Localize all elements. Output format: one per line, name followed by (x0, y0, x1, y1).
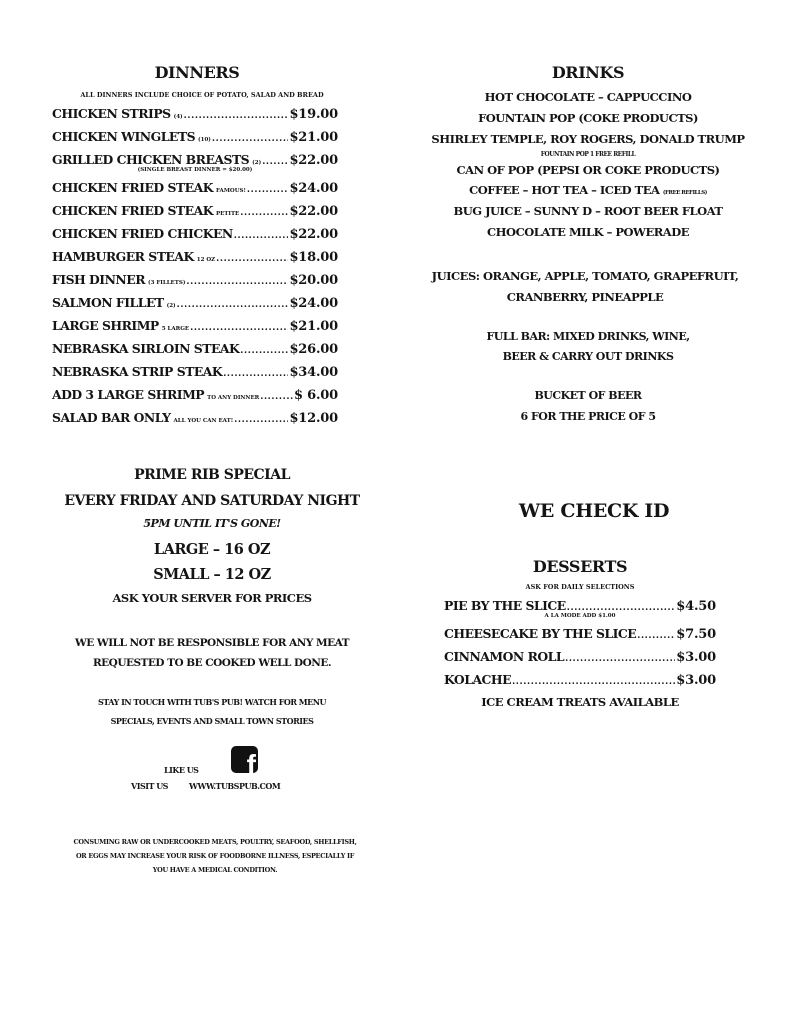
disclaimer-line-2: REQUESTED TO BE COOKED WELL DONE. (92, 657, 332, 669)
dot-leader (223, 363, 288, 386)
item-price: $ 6.00 (293, 388, 338, 403)
item-price: $3.00 (676, 650, 716, 665)
dinners-note: ALL DINNERS INCLUDE CHOICE OF POTATO, SALAD AND BREAD (80, 91, 324, 99)
menu-item (52, 199, 338, 222)
item-price: $19.00 (289, 107, 338, 122)
juices-line-2: CRANBERRY, PINEAPPLE (506, 290, 664, 304)
item-price: $3.00 (676, 673, 716, 688)
item-name: GRILLED CHICKEN BREASTS (52, 152, 250, 167)
dot-leader (260, 386, 293, 409)
item-note: (2) (166, 303, 176, 309)
item-name: NEBRASKA STRIP STEAK (52, 364, 223, 379)
item-name: NEBRASKA SIRLOIN STEAK (52, 341, 240, 356)
prime-rib-time: 5PM UNTIL IT'S GONE! (143, 517, 281, 530)
menu-item (52, 314, 338, 337)
menu-item (444, 645, 716, 668)
dinners-title: DINNERS (154, 63, 240, 82)
warning-line-2: OR EGGS MAY INCREASE YOUR RISK OF FOODBORNE ILLNESS, ESPECIALLY IF (75, 852, 355, 860)
bucket-line-2: 6 FOR THE PRICE OF 5 (520, 410, 656, 423)
drinks-fountain: FOUNTAIN POP (COKE PRODUCTS) (478, 111, 698, 125)
prime-rib-days: EVERY FRIDAY AND SATURDAY NIGHT (64, 493, 360, 509)
website-link[interactable]: WWW.TUBSPUB.COM (189, 781, 281, 791)
juices-section (428, 269, 742, 311)
drinks-coffee-note: (FREE REFILLS) (662, 190, 707, 196)
desserts-section (444, 557, 716, 713)
dessert-list (444, 594, 716, 691)
dot-leader (262, 151, 288, 174)
dot-leader (177, 294, 289, 317)
item-name: CHEESECAKE BY THE SLICE (444, 626, 637, 641)
bucket-line-1: BUCKET OF BEER (534, 389, 642, 402)
prime-rib-section (52, 467, 372, 613)
drinks-hot: HOT CHOCOLATE – CAPPUCCINO (484, 90, 692, 104)
warning-line-1: CONSUMING RAW OR UNDERCOOKED MEATS, POULTRY, SEAFOOD, SHELLFISH, (73, 838, 357, 846)
item-name: FISH DINNER (52, 272, 145, 287)
item-name: CHICKEN WINGLETS (52, 129, 196, 144)
dot-leader (637, 625, 675, 648)
stay-line-1: STAY IN TOUCH WITH TUB'S PUB! WATCH FOR MENU (97, 697, 327, 707)
item-subnote: A LA MODE ADD $1.00 (544, 613, 616, 619)
item-name: ADD 3 LARGE SHRIMP (52, 387, 205, 402)
menu-item (52, 291, 338, 314)
dot-leader (184, 105, 289, 128)
item-price: $20.00 (289, 273, 338, 288)
item-name: PIE BY THE SLICE (444, 598, 566, 613)
item-price: $21.00 (289, 130, 338, 145)
item-note: TO ANY DINNER (207, 395, 260, 401)
drinks-coffee (428, 183, 748, 204)
menu-item (52, 222, 338, 245)
menu-item (52, 337, 338, 360)
full-bar-section (428, 330, 748, 370)
item-name: SALMON FILLET (52, 295, 164, 310)
item-name: HAMBURGER STEAK (52, 249, 194, 264)
prime-rib-large: LARGE – 16 OZ (153, 541, 271, 558)
item-name: CHICKEN FRIED STEAK (52, 180, 213, 195)
drinks-juice: BUG JUICE – SUNNY D – ROOT BEER FLOAT (453, 204, 723, 218)
item-price: $24.00 (289, 296, 338, 311)
drinks-mocktails: SHIRLEY TEMPLE, ROY ROGERS, DONALD TRUMP (431, 132, 745, 146)
desserts-title: DESSERTS (532, 557, 628, 576)
item-subnote: (SINGLE BREAST DINNER = $20.00) (137, 167, 253, 173)
item-price: $21.00 (289, 319, 338, 334)
bucket-section (428, 389, 748, 431)
dot-leader (240, 340, 288, 363)
item-price: $12.00 (289, 411, 338, 426)
menu-item (52, 176, 338, 199)
item-name: CHICKEN STRIPS (52, 106, 171, 121)
item-name: CHICKEN FRIED CHICKEN (52, 226, 233, 241)
stay-in-touch (52, 697, 372, 735)
item-note: PETITE (215, 211, 240, 217)
we-check-id: WE CHECK ID (518, 500, 670, 522)
menu-item (52, 102, 338, 125)
item-note: 5 LARGE (161, 326, 190, 332)
dot-leader (234, 409, 288, 432)
item-note: 12 OZ (196, 257, 216, 263)
drinks-milk: CHOCOLATE MILK – POWERADE (487, 225, 689, 239)
menu-item (52, 245, 338, 268)
dot-leader (565, 648, 675, 671)
item-note: (4) (173, 114, 183, 120)
menu-item (52, 360, 338, 383)
visit-us-label: VISIT US (131, 781, 168, 791)
drinks-refill-note: FOUNTAIN POP 1 FREE REFILL (540, 151, 636, 158)
stay-line-2: SPECIALS, EVENTS AND SMALL TOWN STORIES (110, 716, 314, 726)
dot-leader (216, 248, 288, 271)
prime-rib-small: SMALL – 12 OZ (153, 566, 271, 583)
like-us-label: LIKE US (164, 765, 199, 775)
drinks-title: DRINKS (551, 63, 625, 82)
item-name: CHICKEN FRIED STEAK (52, 203, 213, 218)
drinks-can: CAN OF POP (PEPSI OR COKE PRODUCTS) (456, 163, 720, 177)
item-note: ALL YOU CAN EAT! (173, 418, 234, 424)
item-price: $22.00 (289, 204, 338, 219)
item-price: $26.00 (289, 342, 338, 357)
bar-line-1: FULL BAR: MIXED DRINKS, WINE, (486, 330, 690, 343)
disclaimer-line-1: WE WILL NOT BE RESPONSIBLE FOR ANY MEAT (74, 637, 350, 649)
menu-item (52, 383, 338, 406)
desserts-footer: ICE CREAM TREATS AVAILABLE (481, 695, 679, 709)
item-price: $22.00 (289, 227, 338, 242)
menu-item (444, 622, 716, 645)
desserts-note: ASK FOR DAILY SELECTIONS (525, 583, 635, 591)
food-safety-warning (52, 838, 378, 880)
item-note: (2) (252, 160, 262, 166)
item-price: $22.00 (289, 153, 338, 168)
drinks-coffee-label: COFFEE – HOT TEA – ICED TEA (469, 183, 660, 197)
item-note: (10) (198, 137, 211, 143)
facebook-icon[interactable]: f (231, 746, 258, 773)
item-price: $7.50 (676, 627, 716, 642)
menu-item (52, 406, 338, 429)
dot-leader (247, 179, 289, 202)
item-price: $34.00 (289, 365, 338, 380)
menu-item (444, 668, 716, 691)
item-name: SALAD BAR ONLY (52, 410, 171, 425)
juices-line-1: JUICES: ORANGE, APPLE, TOMATO, GRAPEFRUIT, (431, 269, 739, 283)
prime-rib-title: PRIME RIB SPECIAL (134, 467, 290, 483)
prime-rib-ask: ASK YOUR SERVER FOR PRICES (112, 591, 312, 605)
warning-line-3: YOU HAVE A MEDICAL CONDITION. (152, 866, 278, 874)
dot-leader (240, 202, 288, 225)
dinner-list (52, 102, 338, 429)
dot-leader (186, 271, 288, 294)
item-name: LARGE SHRIMP (52, 318, 159, 333)
item-price: $4.50 (676, 599, 716, 614)
item-note: (3 FILLETS) (148, 280, 186, 286)
menu-item (52, 125, 338, 148)
well-done-disclaimer (52, 637, 372, 677)
item-name: CINNAMON ROLL (444, 649, 565, 664)
drinks-section (428, 63, 748, 246)
item-price: $24.00 (289, 181, 338, 196)
item-price: $18.00 (289, 250, 338, 265)
menu-item (52, 268, 338, 291)
item-name: KOLACHE (444, 672, 512, 687)
item-note: FAMOUS! (215, 188, 246, 194)
bar-line-2: BEER & CARRY OUT DRINKS (502, 350, 674, 363)
dot-leader (234, 225, 289, 248)
